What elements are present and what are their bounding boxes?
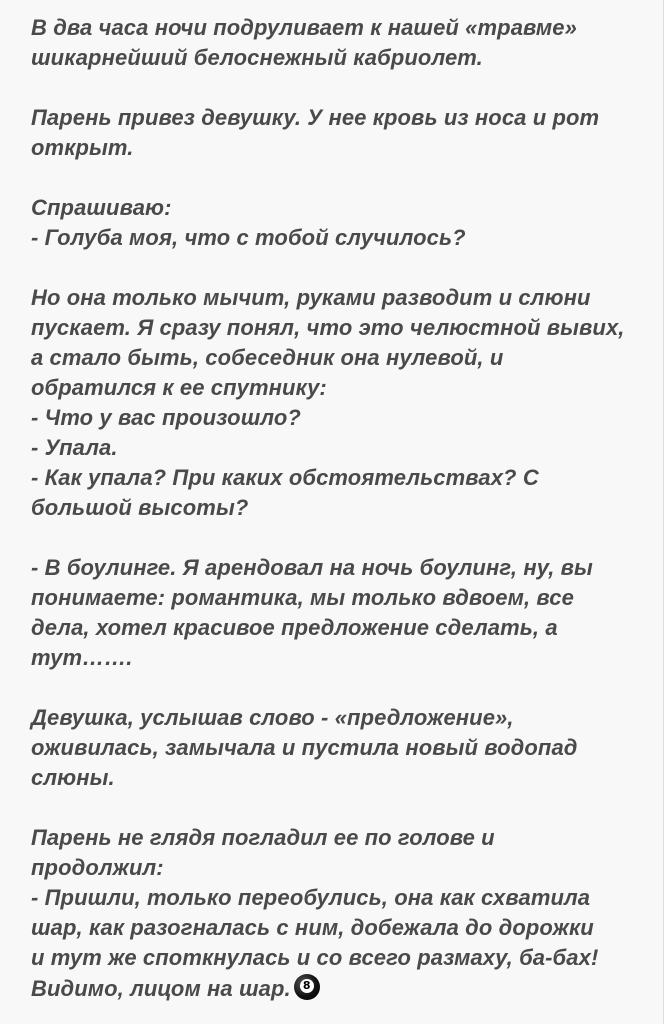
text-line: Парень привез девушку. У нее кровь из носа и рот [31, 105, 600, 130]
text-line: а стало быть, собеседник она нулевой, и [31, 345, 504, 370]
billiard-8-ball-icon [294, 974, 320, 1000]
text-line: Девушка, услышав слово - «предложение», [31, 705, 514, 730]
text-line: продолжил: [31, 855, 164, 880]
text-line: дела, хотел красивое предложение сделать, а [31, 615, 558, 640]
text-line: тут……. [31, 645, 133, 670]
text-line: большой высоты? [31, 495, 249, 520]
text-line: Парень не глядя погладил ее по голове и [31, 825, 495, 850]
text-line: открыт. [31, 135, 134, 160]
text-line: шар, как разогналась с ним, добежала до дорожки [31, 915, 594, 940]
text-line: пускает. Я сразу понял, что это челюстной вывих, [31, 315, 625, 340]
text-line: - Голуба моя, что с тобой случилось? [31, 225, 466, 250]
text-line: В два часа ночи подруливает к нашей «травме» [31, 15, 577, 40]
text-line: Видимо, лицом на шар. [31, 976, 291, 1001]
text-line: слюны. [31, 765, 115, 790]
text-line: и тут же споткнулась и со всего размаху, ба-бах! [31, 945, 599, 970]
text-line: - В боулинге. Я арендовал на ночь боулинг, ну, вы [31, 555, 593, 580]
text-line: понимаете: романтика, мы только вдвоем, все [31, 585, 574, 610]
text-line: обратился к ее спутнику: [31, 375, 327, 400]
text-line: оживилась, замычала и пустила новый водопад [31, 735, 578, 760]
text-line: - Упала. [31, 435, 118, 460]
text-line: - Что у вас произошло? [31, 405, 301, 430]
text-line: - Пришли, только переобулись, она как схватила [31, 885, 591, 910]
last-line [31, 974, 320, 1003]
ball-number: 8 [300, 979, 314, 993]
text-line: Спрашиваю: [31, 195, 172, 220]
text-line: шикарнейший белоснежный кабриолет. [31, 45, 483, 70]
text-line: Но она только мычит, руками разводит и слюни [31, 285, 591, 310]
text-line: - Как упала? При каких обстоятельствах? С [31, 465, 539, 490]
